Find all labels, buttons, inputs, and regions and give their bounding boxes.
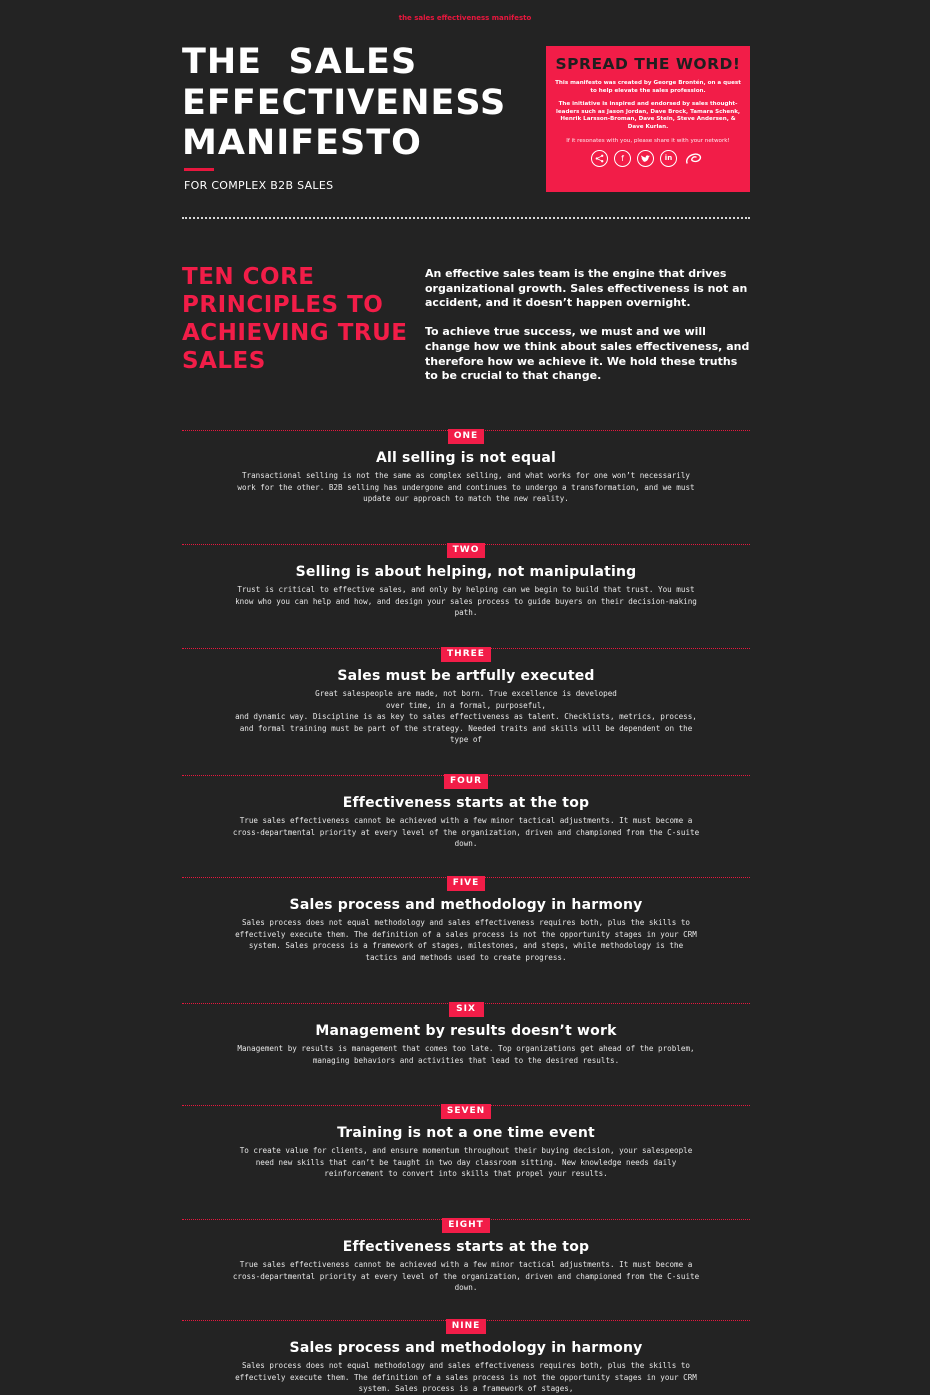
principle-title: All selling is not equal bbox=[375, 450, 557, 466]
principle-three bbox=[182, 641, 750, 746]
facebook-icon[interactable]: f bbox=[614, 150, 631, 167]
principle-title: Effectiveness starts at the top bbox=[342, 795, 590, 811]
principle-body: Transactional selling is not the same as complex selling, and what works for one won’t necessarily work for the other. B2B selling has undergone and continues to undergo a transformation, and we must update our approach to match the new reality. bbox=[237, 471, 695, 504]
principle-nine bbox=[182, 1313, 750, 1395]
page-title bbox=[182, 42, 542, 164]
principle-number-badge: NINE bbox=[446, 1319, 487, 1334]
principle-four bbox=[182, 768, 750, 850]
title-line: EFFECTIVENESS bbox=[182, 82, 507, 123]
principle-title: Training is not a one time event bbox=[337, 1125, 595, 1141]
principle-body: Sales process does not equal methodology and sales effectiveness requires both, plus the skills to effectively execute them. The definition of a sales process is not the opportunity stages in your CRM system. Sales process is a framework of stages, bbox=[235, 1361, 697, 1394]
principle-number-badge: EIGHT bbox=[442, 1218, 490, 1233]
accent-bar bbox=[184, 168, 214, 171]
principle-title: Sales must be artfully executed bbox=[337, 668, 595, 684]
principle-number-badge: SEVEN bbox=[441, 1104, 491, 1119]
spread-the-word-box bbox=[546, 46, 750, 192]
principle-body-line: and dynamic way. Discipline is as key to sales effectiveness as talent. Checklists, metrics, process, and formal training must be part of the strategy. Needed traits and skills will be dependent on the type of bbox=[235, 712, 697, 745]
section-divider bbox=[182, 217, 750, 219]
principle-two bbox=[182, 537, 750, 619]
principle-title: Effectiveness starts at the top bbox=[342, 1239, 590, 1255]
principle-body: Sales process does not equal methodology and sales effectiveness requires both, plus the skills to effectively execute them. The definition of a sales process is not the opportunity stages in your CRM system. Sales process is a framework of stages, milestones, and steps, while methodology is the tactics and methods used to create progress. bbox=[235, 918, 697, 962]
linkedin-icon[interactable]: in bbox=[660, 150, 677, 167]
spread-text-author: This manifesto was created by George Brontén, on a quest to help elevate the sales profession. bbox=[555, 80, 741, 94]
principle-body: To create value for clients, and ensure momentum throughout their buying decision, your salespeople need new skills that can’t be taught in two day classroom sitting. New knowledge needs daily reinforcement to convert into skills that propel your results. bbox=[239, 1146, 693, 1179]
principle-body: Trust is critical to effective sales, and only by helping can we begin to build that trust. You must know who you can help and how, and design your sales process to guide buyers on their decision-making path. bbox=[235, 585, 697, 618]
title-line: THE SALES bbox=[182, 42, 418, 82]
intro-paragraph: An effective sales team is the engine that drives organizational growth. Sales effectiveness is not an accident, and it doesn’t happen overnight. bbox=[425, 267, 748, 310]
spread-text-share: If it resonates with you, please share it with your network! bbox=[566, 137, 730, 144]
top-tagline: the sales effectiveness manifesto bbox=[398, 14, 532, 22]
principle-number-badge: THREE bbox=[441, 647, 491, 662]
principle-number-badge: ONE bbox=[448, 429, 484, 444]
spread-text-endorsers: The initiative is inspired and endorsed by sales thought-leaders such as Jason Jordan, Dave Brock, Tamara Schenk, Henrik Larsson-Broman, Dave Stein, Steve Andersen, & Dave Kurlan. bbox=[555, 101, 741, 130]
spread-heading: SPREAD THE WORD! bbox=[555, 55, 741, 73]
social-share-row bbox=[554, 150, 742, 167]
principle-title: Sales process and methodology in harmony bbox=[289, 897, 643, 913]
principle-body: True sales effectiveness cannot be achieved with a few minor tactical adjustments. It must become a cross-departmental priority at every level of the organization, driven and championed from the C-suite down. bbox=[232, 816, 700, 849]
principle-seven bbox=[182, 1098, 750, 1180]
principle-body-line: Great salespeople are made, not born. True excellence is developed over time, in a formal, purposeful, bbox=[315, 689, 617, 710]
loop-icon[interactable] bbox=[683, 150, 705, 167]
principles-heading: TEN CORE PRINCIPLES TO ACHIEVING TRUE SALES bbox=[182, 264, 408, 374]
principle-body bbox=[231, 688, 701, 746]
principle-body: True sales effectiveness cannot be achieved with a few minor tactical adjustments. It must become a cross-departmental priority at every level of the organization, driven and championed from the C-suite down. bbox=[232, 1260, 700, 1293]
title-line: MANIFESTO bbox=[182, 123, 422, 163]
principle-five bbox=[182, 870, 750, 963]
principle-body: Management by results is management that comes too late. Top organizations get ahead of the problem, managing behaviors and activities that lead to the desired results. bbox=[237, 1044, 695, 1065]
principle-number-badge: TWO bbox=[447, 543, 486, 558]
principle-title: Management by results doesn’t work bbox=[315, 1023, 617, 1039]
principle-six bbox=[182, 996, 750, 1066]
principle-title: Selling is about helping, not manipulating bbox=[295, 564, 637, 580]
principle-number-badge: FIVE bbox=[447, 876, 486, 891]
intro-text bbox=[425, 267, 750, 398]
intro-paragraph: To achieve true success, we must and we will change how we think about sales effectiveness, and therefore how we achieve it. We hold these truths to be crucial to that change. bbox=[425, 325, 750, 383]
principle-number-badge: FOUR bbox=[444, 774, 488, 789]
principle-number-badge: SIX bbox=[449, 1002, 484, 1017]
principle-eight bbox=[182, 1212, 750, 1294]
share-icon[interactable] bbox=[591, 150, 608, 167]
twitter-icon[interactable] bbox=[637, 150, 654, 167]
principle-one bbox=[182, 423, 750, 505]
principle-title: Sales process and methodology in harmony bbox=[289, 1340, 643, 1356]
page-subtitle: FOR COMPLEX B2B SALES bbox=[184, 179, 334, 192]
